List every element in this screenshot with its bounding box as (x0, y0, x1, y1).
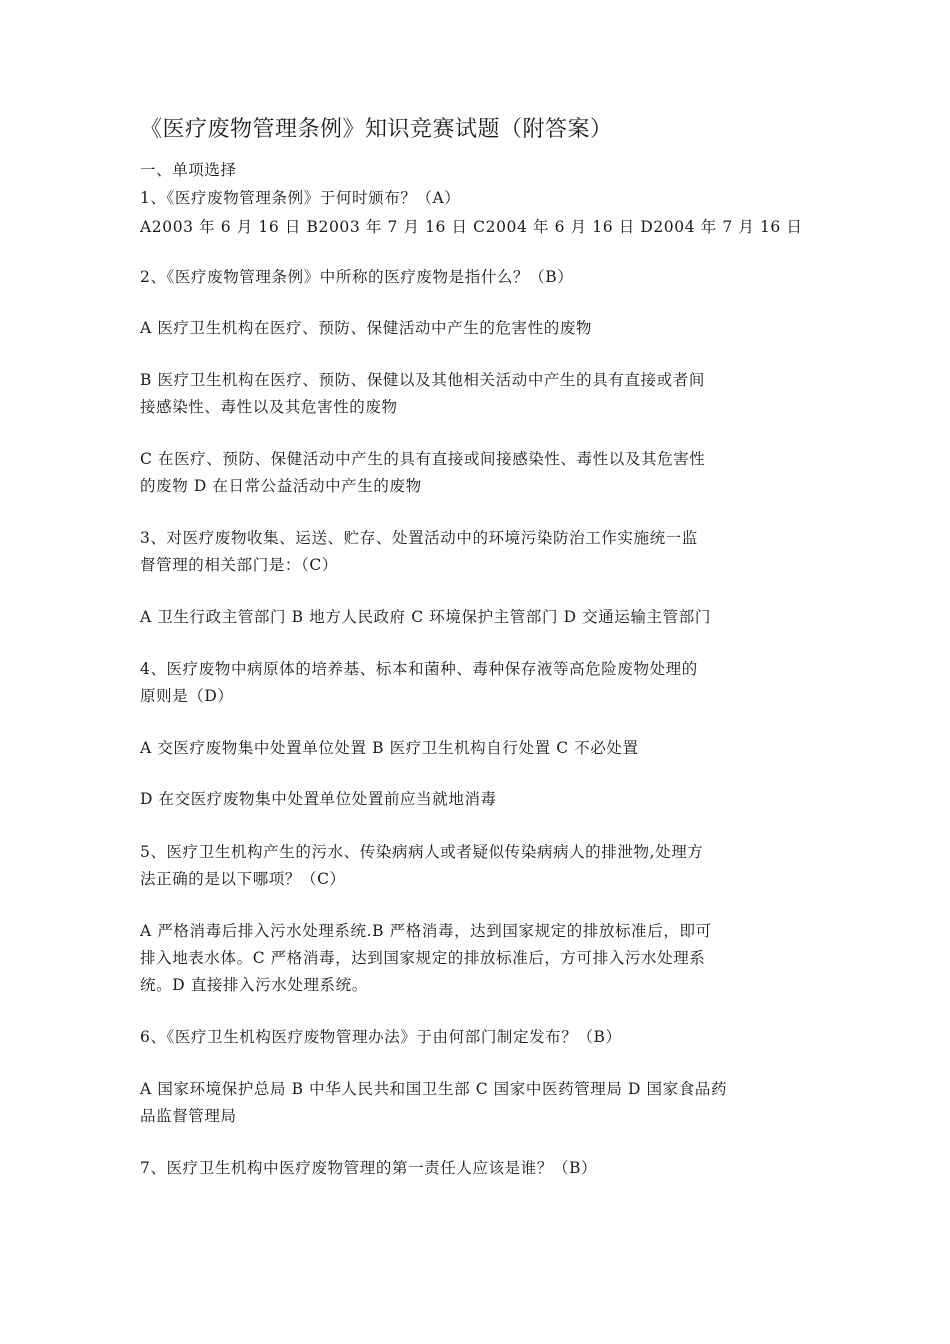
question-4-option-d: D 在交医疗废物集中处置单位处置前应当就地消毒 (140, 790, 497, 808)
question-4-cont: 原则是（D） (140, 687, 234, 705)
question-5-cont: 法正确的是以下哪项？（C） (140, 870, 346, 888)
question-6-options: A 国家环境保护总局 B 中华人民共和国卫生部 C 国家中医药管理局 D 国家食品药 (140, 1080, 728, 1098)
question-2-option-c: C 在医疗、预防、保健活动中产生的具有直接或间接感染性、毒性以及其危害性 (140, 450, 706, 468)
document-title: 《医疗废物管理条例》知识竞赛试题（附答案） (140, 117, 613, 142)
question-3: 3、对医疗废物收集、运送、贮存、处置活动中的环境污染防治工作实施统一监 (140, 529, 698, 547)
question-2-option-b: B 医疗卫生机构在医疗、预防、保健以及其他相关活动中产生的具有直接或者间 (140, 371, 705, 389)
question-5-options-1: A 严格消毒后排入污水处理系统.B 严格消毒，达到国家规定的排放标准后，即可 (140, 922, 712, 940)
question-2-option-c-d: 的废物 D 在日常公益活动中产生的废物 (140, 477, 422, 495)
question-2-option-a: A 医疗卫生机构在医疗、预防、保健活动中产生的危害性的废物 (140, 319, 593, 337)
question-5-options-3: 统。D 直接排入污水处理系统。 (140, 976, 368, 994)
question-3-options: A 卫生行政主管部门 B 地方人民政府 C 环境保护主管部门 D 交通运输主管部门 (140, 608, 711, 626)
question-6-options-cont: 品监督管理局 (140, 1107, 237, 1125)
question-5: 5、医疗卫生机构产生的污水、传染病病人或者疑似传染病病人的排泄物,处理方 (140, 843, 704, 861)
question-6: 6、《医疗卫生机构医疗废物管理办法》于由何部门制定发布？（B） (140, 1028, 622, 1046)
question-4: 4、医疗废物中病原体的培养基、标本和菌种、毒种保存液等高危险废物处理的 (140, 660, 698, 678)
question-5-options-2: 排入地表水体。C 严格消毒，达到国家规定的排放标准后，方可排入污水处理系 (140, 949, 706, 967)
question-2: 2、《医疗废物管理条例》中所称的医疗废物是指什么？（B） (140, 268, 574, 286)
question-1-options: A2003 年 6 月 16 日 B2003 年 7 月 16 日 C2004 年 6 月 16 日 D2004 年 7 月 16 日 (140, 218, 803, 236)
section-heading: 一、单项选择 (140, 161, 237, 179)
question-3-cont: 督管理的相关部门是：（C） (140, 556, 338, 574)
question-2-option-b-cont: 接感染性、毒性以及其危害性的废物 (140, 398, 398, 416)
question-1: 1、《医疗废物管理条例》于何时颁布？（A） (140, 189, 461, 207)
question-4-options-abc: A 交医疗废物集中处置单位处置 B 医疗卫生机构自行处置 C 不必处置 (140, 739, 639, 757)
question-7: 7、医疗卫生机构中医疗废物管理的第一责任人应该是谁？（B） (140, 1159, 598, 1177)
